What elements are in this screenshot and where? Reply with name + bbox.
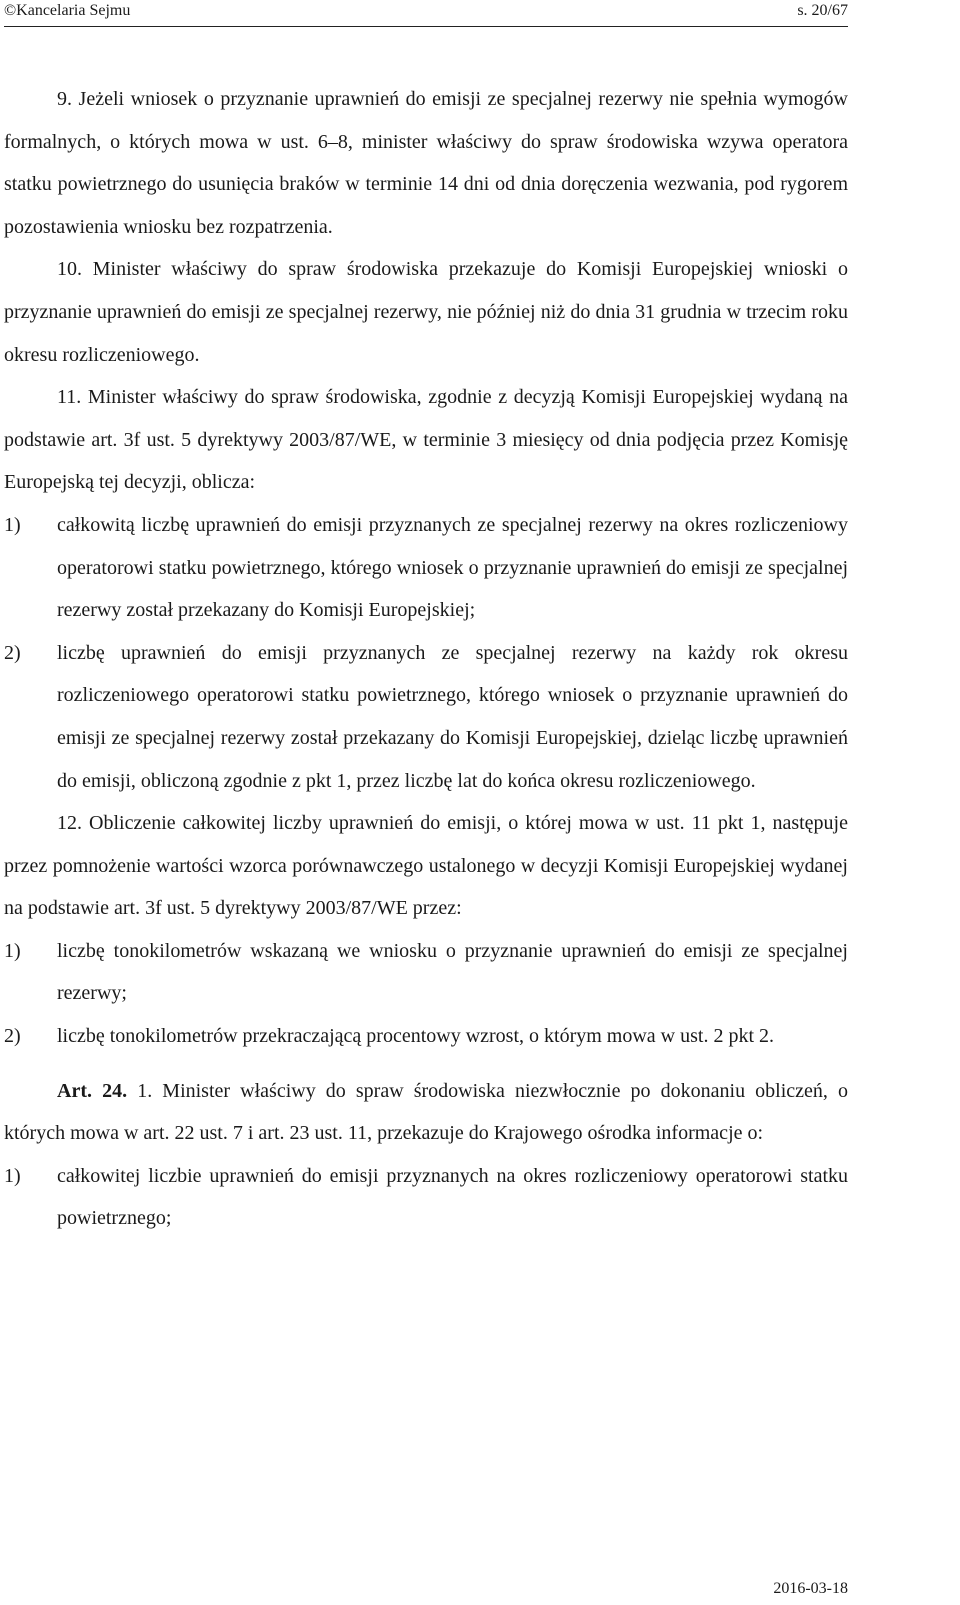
- list-item-text: liczbę uprawnień do emisji przyznanych ze specjalnej rezerwy na każdy rok okresu rozliczeniowego operatorowi statku powietrznego, którego wniosek o przyznanie uprawnień do emisji ze specjalnej rezerwy został przekazany do Komisji Europejskiej, dzieląc liczbę uprawnień do emisji, obliczoną zgodnie z pkt 1, przez liczbę lat do końca okresu rozliczeniowego.: [57, 641, 848, 792]
- copyright-label: ©Kancelaria Sejmu: [4, 2, 131, 19]
- list-item-text: liczbę tonokilometrów wskazaną we wniosku o przyznanie uprawnień do emisji ze specjalnej rezerwy;: [57, 939, 848, 1005]
- list-item-text: całkowitą liczbę uprawnień do emisji przyznanych ze specjalnej rezerwy na okres rozliczeniowy operatorowi statku powietrznego, którego wniosek o przyznanie uprawnień do emisji ze specjalnej rezerwy został przekazany do Komisji Europejskiej;: [57, 513, 848, 622]
- list-item-number: 1): [4, 939, 21, 962]
- list-item: [4, 1015, 848, 1058]
- list-item: [4, 504, 848, 632]
- list-item: [4, 632, 848, 802]
- paragraph-9: 9. Jeżeli wniosek o przyznanie uprawnień do emisji ze specjalnej rezerwy nie spełnia wymogów formalnych, o których mowa w ust. 6–8, minister właściwy do spraw środowiska wzywa operatora statku powietrznego do usunięcia braków w terminie 14 dni od dnia doręczenia wezwania, pod rygorem pozostawienia wniosku bez rozpatrzenia.: [4, 88, 848, 238]
- list-item-number: 1): [4, 1164, 21, 1187]
- list-item: [4, 930, 848, 1015]
- document-body: [4, 78, 848, 1240]
- paragraph-11: 11. Minister właściwy do spraw środowiska, zgodnie z decyzją Komisji Europejskiej wydaną na podstawie art. 3f ust. 5 dyrektywy 2003/87/WE, w terminie 3 miesięcy od dnia podjęcia przez Komisję Europejską tej decyzji, oblicza:: [4, 386, 848, 494]
- page-header: [4, 0, 848, 27]
- list-item-text: liczbę tonokilometrów przekraczającą procentowy wzrost, o którym mowa w ust. 2 pkt 2.: [57, 1025, 775, 1048]
- list-item-number: 2): [4, 1025, 21, 1048]
- article-24-label: Art. 24.: [57, 1079, 128, 1102]
- list-item-number: 2): [4, 641, 21, 664]
- list-item: [4, 1155, 848, 1240]
- footer-date: 2016-03-18: [773, 1580, 848, 1597]
- article-24-text: 1. Minister właściwy do spraw środowiska niezwłocznie po dokonaniu obliczeń, o których mowa w art. 22 ust. 7 i art. 23 ust. 11, przekazuje do Krajowego ośrodka informacje o:: [4, 1079, 849, 1145]
- paragraph-12: 12. Obliczenie całkowitej liczby uprawnień do emisji, o której mowa w ust. 11 pkt 1, następuje przez pomnożenie wartości wzorca porównawczego ustalonego w decyzji Komisji Europejskiej wydanej na podstawie art. 3f ust. 5 dyrektywy 2003/87/WE przez:: [4, 812, 848, 920]
- page-number: s. 20/67: [797, 2, 848, 19]
- paragraph-10: 10. Minister właściwy do spraw środowiska przekazuje do Komisji Europejskiej wnioski o przyznanie uprawnień do emisji ze specjalnej rezerwy, nie później niż do dnia 31 grudnia w trzecim roku okresu rozliczeniowego.: [4, 258, 848, 366]
- article-24-paragraph: [4, 1070, 848, 1155]
- list-item-number: 1): [4, 513, 21, 536]
- list-item-text: całkowitej liczbie uprawnień do emisji przyznanych na okres rozliczeniowy operatorowi statku powietrznego;: [57, 1164, 848, 1230]
